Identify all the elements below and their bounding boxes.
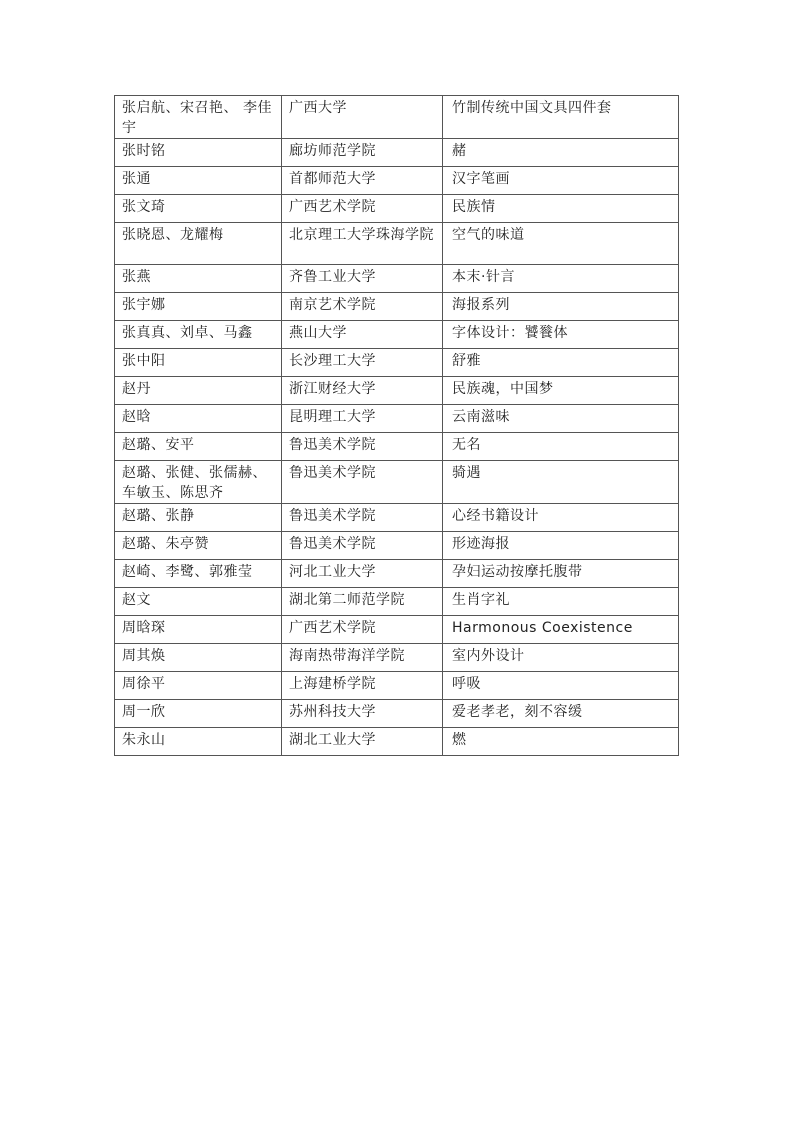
work-title-cell: Harmonous Coexistence	[443, 616, 679, 644]
work-title-cell: 生肖字礼	[443, 588, 679, 616]
table-row	[115, 588, 679, 616]
school-cell: 广西艺术学院	[282, 616, 443, 644]
author-names-cell: 周徐平	[115, 672, 282, 700]
table-row	[115, 560, 679, 588]
work-title-cell: 字体设计：饕餮体	[443, 321, 679, 349]
author-names-cell: 赵璐、朱亭赞	[115, 532, 282, 560]
work-title-cell: 汉字笔画	[443, 167, 679, 195]
school-cell: 广西大学	[282, 96, 443, 139]
table-row	[115, 321, 679, 349]
school-cell: 廊坊师范学院	[282, 139, 443, 167]
work-title-cell: 心经书籍设计	[443, 504, 679, 532]
table-row	[115, 672, 679, 700]
school-cell: 湖北工业大学	[282, 728, 443, 756]
school-cell: 上海建桥学院	[282, 672, 443, 700]
school-cell: 昆明理工大学	[282, 405, 443, 433]
table-row	[115, 349, 679, 377]
work-title-cell: 爱老孝老，刻不容缓	[443, 700, 679, 728]
author-names-cell: 张中阳	[115, 349, 282, 377]
work-title-cell: 民族情	[443, 195, 679, 223]
school-cell: 河北工业大学	[282, 560, 443, 588]
school-cell: 长沙理工大学	[282, 349, 443, 377]
school-cell: 广西艺术学院	[282, 195, 443, 223]
author-names-cell: 赵璐、张健、张儒赫、车敏玉、陈思齐	[115, 461, 282, 504]
work-title-cell: 燃	[443, 728, 679, 756]
table-row	[115, 616, 679, 644]
work-title-cell: 云南滋味	[443, 405, 679, 433]
author-names-cell: 张时铭	[115, 139, 282, 167]
author-names-cell: 张燕	[115, 265, 282, 293]
table-row	[115, 700, 679, 728]
school-cell: 北京理工大学珠海学院	[282, 223, 443, 265]
school-cell: 苏州科技大学	[282, 700, 443, 728]
table-row	[115, 461, 679, 504]
author-names-cell: 张文琦	[115, 195, 282, 223]
table-row	[115, 223, 679, 265]
school-cell: 齐鲁工业大学	[282, 265, 443, 293]
author-names-cell: 张真真、刘卓、马鑫	[115, 321, 282, 349]
table-row	[115, 728, 679, 756]
school-cell: 鲁迅美术学院	[282, 433, 443, 461]
school-cell: 浙江财经大学	[282, 377, 443, 405]
work-title-cell: 孕妇运动按摩托腹带	[443, 560, 679, 588]
table-row	[115, 532, 679, 560]
author-names-cell: 张宇娜	[115, 293, 282, 321]
work-title-cell: 呼吸	[443, 672, 679, 700]
work-title-cell: 无名	[443, 433, 679, 461]
school-cell: 鲁迅美术学院	[282, 504, 443, 532]
author-names-cell: 周其焕	[115, 644, 282, 672]
work-title-cell: 民族魂，中国梦	[443, 377, 679, 405]
work-title-cell: 赭	[443, 139, 679, 167]
awards-table	[114, 95, 679, 756]
table-row	[115, 265, 679, 293]
author-names-cell: 赵璐、张静	[115, 504, 282, 532]
table-row	[115, 195, 679, 223]
table-row	[115, 167, 679, 195]
work-title-cell: 本末·针言	[443, 265, 679, 293]
school-cell: 鲁迅美术学院	[282, 532, 443, 560]
school-cell: 鲁迅美术学院	[282, 461, 443, 504]
author-names-cell: 周晗琛	[115, 616, 282, 644]
author-names-cell: 赵崎、李鹭、郭雅莹	[115, 560, 282, 588]
author-names-cell: 张通	[115, 167, 282, 195]
school-cell: 首都师范大学	[282, 167, 443, 195]
table-row	[115, 644, 679, 672]
author-names-cell: 张晓恩、龙耀梅	[115, 223, 282, 265]
table-row	[115, 96, 679, 139]
school-cell: 海南热带海洋学院	[282, 644, 443, 672]
author-names-cell: 赵晗	[115, 405, 282, 433]
table-row	[115, 139, 679, 167]
author-names-cell: 赵文	[115, 588, 282, 616]
author-names-cell: 赵丹	[115, 377, 282, 405]
table-row	[115, 433, 679, 461]
school-cell: 湖北第二师范学院	[282, 588, 443, 616]
author-names-cell: 朱永山	[115, 728, 282, 756]
table-row	[115, 377, 679, 405]
table-row	[115, 293, 679, 321]
school-cell: 南京艺术学院	[282, 293, 443, 321]
author-names-cell: 赵璐、安平	[115, 433, 282, 461]
work-title-cell: 海报系列	[443, 293, 679, 321]
table-row	[115, 405, 679, 433]
author-names-cell: 周一欣	[115, 700, 282, 728]
work-title-cell: 形迹海报	[443, 532, 679, 560]
work-title-cell: 竹制传统中国文具四件套	[443, 96, 679, 139]
work-title-cell: 舒雅	[443, 349, 679, 377]
work-title-cell: 室内外设计	[443, 644, 679, 672]
work-title-cell: 空气的味道	[443, 223, 679, 265]
work-title-cell: 骑遇	[443, 461, 679, 504]
school-cell: 燕山大学	[282, 321, 443, 349]
author-names-cell: 张启航、宋召艳、 李佳宇	[115, 96, 282, 139]
table-row	[115, 504, 679, 532]
